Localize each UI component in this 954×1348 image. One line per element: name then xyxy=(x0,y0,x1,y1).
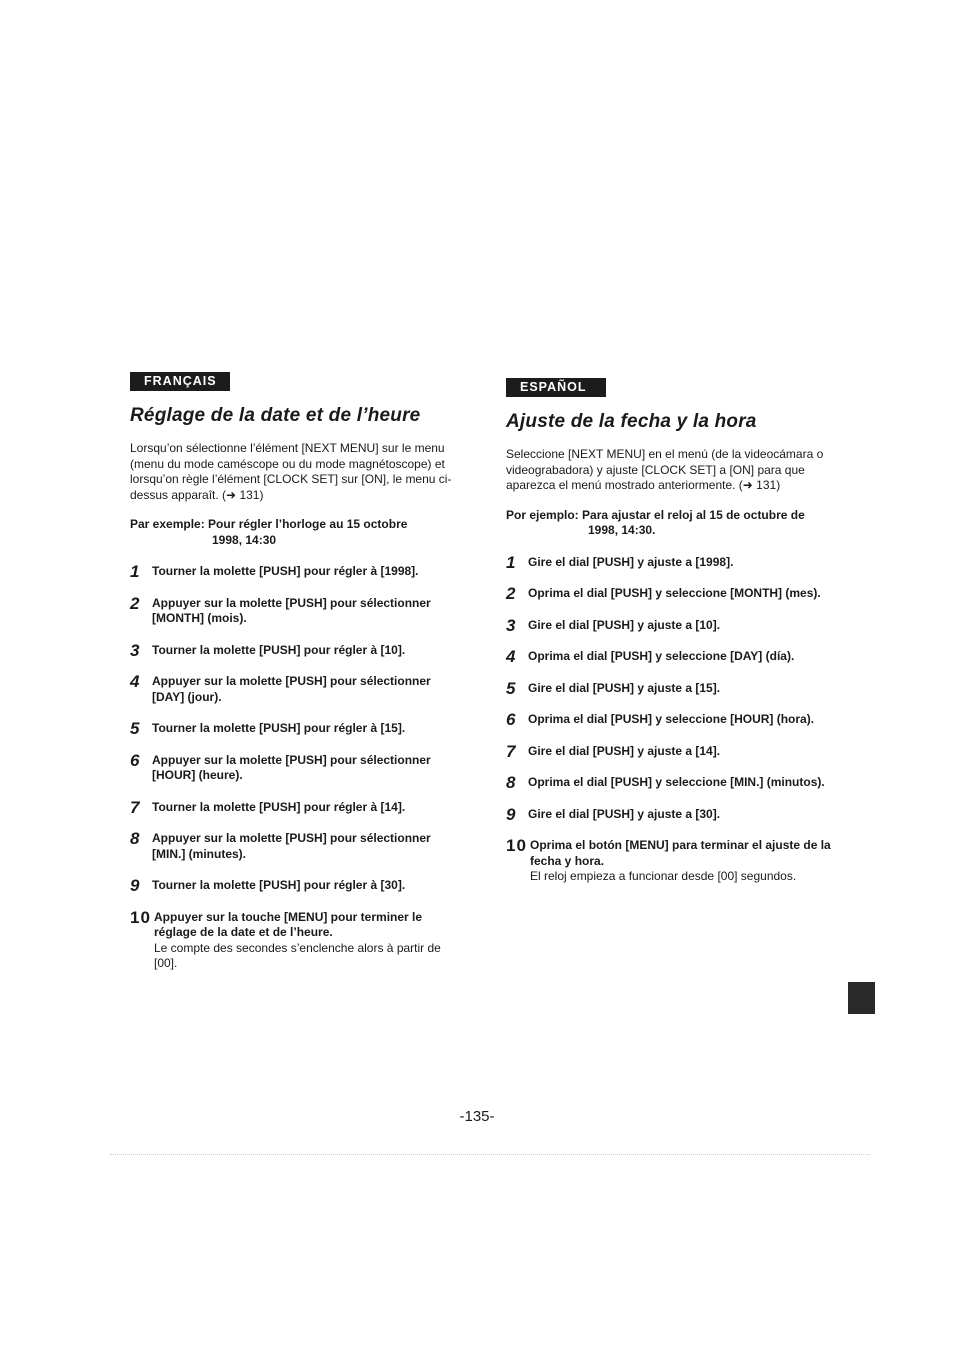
step-text: Appuyer sur la molette [PUSH] pour sélectionner [HOUR] (heure). xyxy=(152,752,431,782)
step-note: El reloj empieza a funcionar desde [00] segundos. xyxy=(530,869,797,883)
step-text: Appuyer sur la molette [PUSH] pour sélectionner [MONTH] (mois). xyxy=(152,595,431,625)
intro-paragraph-espanol: Seleccione [NEXT MENU] en el menú (de la videocámara o videograbadora) y ajuste [CLOCK SET] a [ON] para que aparezca el menú mostrado anteriormente. (➜ 131) xyxy=(506,447,824,492)
step-item xyxy=(506,741,836,761)
step-item xyxy=(130,564,460,580)
step-number: 10 xyxy=(506,836,527,855)
steps-list-espanol xyxy=(506,552,836,885)
espanol-column xyxy=(506,378,836,901)
step-number: 7 xyxy=(506,741,516,761)
step-number: 5 xyxy=(506,678,516,698)
step-number: 3 xyxy=(506,615,516,635)
section-title-francais: Réglage de la date et de l’heure xyxy=(130,405,421,426)
step-text: Tourner la molette [PUSH] pour régler à [1998]. xyxy=(152,564,419,578)
step-item xyxy=(130,593,460,627)
bottom-divider xyxy=(110,1154,870,1155)
section-title-espanol: Ajuste de la fecha y la hora xyxy=(506,411,757,432)
step-item xyxy=(130,674,460,705)
step-item xyxy=(130,831,460,862)
language-tab-francais: FRANÇAIS xyxy=(130,372,230,391)
step-number: 1 xyxy=(506,552,516,572)
step-text: Gire el dial [PUSH] y ajuste a [15]. xyxy=(528,680,721,695)
step-item xyxy=(130,750,460,784)
step-item xyxy=(506,649,836,665)
step-number: 9 xyxy=(130,876,140,895)
step-text: Oprima el botón [MENU] para terminar el ajuste de la fecha y hora. xyxy=(530,838,831,868)
example-label: Par exemple: Pour régler l’horloge au 15 octobre xyxy=(130,517,408,531)
step-item xyxy=(506,552,836,572)
step-number: 10 xyxy=(130,907,151,927)
step-text: Gire el dial [PUSH] y ajuste a [30]. xyxy=(528,806,721,821)
steps-list-francais xyxy=(130,564,460,972)
step-item xyxy=(506,678,836,698)
step-text: Gire el dial [PUSH] y ajuste a [14]. xyxy=(528,743,721,758)
step-item xyxy=(130,721,460,737)
step-text: Appuyer sur la touche [MENU] pour terminer le réglage de la date et de l’heure. xyxy=(154,909,423,939)
step-item xyxy=(506,615,836,635)
step-number: 6 xyxy=(130,750,140,770)
step-item xyxy=(130,907,460,972)
example-espanol xyxy=(506,508,836,539)
step-text: Appuyer sur la molette [PUSH] pour sélectionner [DAY] (jour). xyxy=(152,674,431,704)
step-text: Oprima el dial [PUSH] y seleccione [DAY] (día). xyxy=(528,649,795,663)
step-number: 4 xyxy=(130,672,140,691)
step-text: Appuyer sur la molette [PUSH] pour sélectionner [MIN.] (minutes). xyxy=(152,831,431,861)
step-item xyxy=(130,640,460,660)
step-number: 6 xyxy=(506,710,516,729)
step-text: Oprima el dial [PUSH] y seleccione [MIN.] (minutos). xyxy=(528,775,825,789)
step-item xyxy=(506,712,836,728)
step-item xyxy=(506,586,836,602)
step-text: Gire el dial [PUSH] y ajuste a [1998]. xyxy=(528,554,734,569)
step-item xyxy=(506,804,836,824)
step-text: Tourner la molette [PUSH] pour régler à [30]. xyxy=(152,878,406,892)
step-number: 3 xyxy=(130,640,140,660)
step-text: Tourner la molette [PUSH] pour régler à [10]. xyxy=(152,642,406,657)
step-text: Tourner la molette [PUSH] pour régler à [14]. xyxy=(152,799,406,814)
example-value: 1998, 14:30. xyxy=(588,523,656,537)
step-item xyxy=(506,775,836,791)
step-text: Gire el dial [PUSH] y ajuste a [10]. xyxy=(528,617,721,632)
step-item xyxy=(130,878,460,894)
step-text-container xyxy=(530,838,836,885)
intro-paragraph-francais: Lorsqu’on sélectionne l’élément [NEXT MENU] sur le menu (menu du mode caméscope ou du mode magnétoscope) et lorsqu’on règle l’élément [CLOCK SET] sur [ON], le menu ci-dessus apparaît. (➜ 131) xyxy=(130,441,452,502)
step-number: 9 xyxy=(506,804,516,824)
step-text-container xyxy=(154,910,460,972)
francais-column xyxy=(130,372,460,988)
step-number: 4 xyxy=(506,647,516,666)
step-number: 1 xyxy=(130,562,140,581)
step-text: Oprima el dial [PUSH] y seleccione [HOUR] (hora). xyxy=(528,712,815,726)
step-number: 8 xyxy=(130,829,140,848)
step-item xyxy=(506,838,836,885)
step-note: Le compte des secondes s’enclenche alors à partir de [00]. xyxy=(154,940,441,970)
step-number: 5 xyxy=(130,719,140,738)
example-value: 1998, 14:30 xyxy=(212,532,277,547)
step-text: Oprima el dial [PUSH] y seleccione [MONTH] (mes). xyxy=(528,586,821,600)
example-label: Por ejemplo: Para ajustar el reloj al 15 de octubre de xyxy=(506,507,805,522)
step-number: 8 xyxy=(506,773,516,792)
step-item xyxy=(130,797,460,817)
section-edge-marker xyxy=(848,982,875,1014)
example-francais xyxy=(130,517,460,548)
step-number: 2 xyxy=(506,584,516,603)
page-number: -135- xyxy=(459,1108,495,1125)
step-number: 2 xyxy=(130,593,140,613)
step-number: 7 xyxy=(130,797,140,817)
step-text: Tourner la molette [PUSH] pour régler à [15]. xyxy=(152,721,406,735)
language-tab-espanol: ESPAÑOL xyxy=(506,378,606,397)
